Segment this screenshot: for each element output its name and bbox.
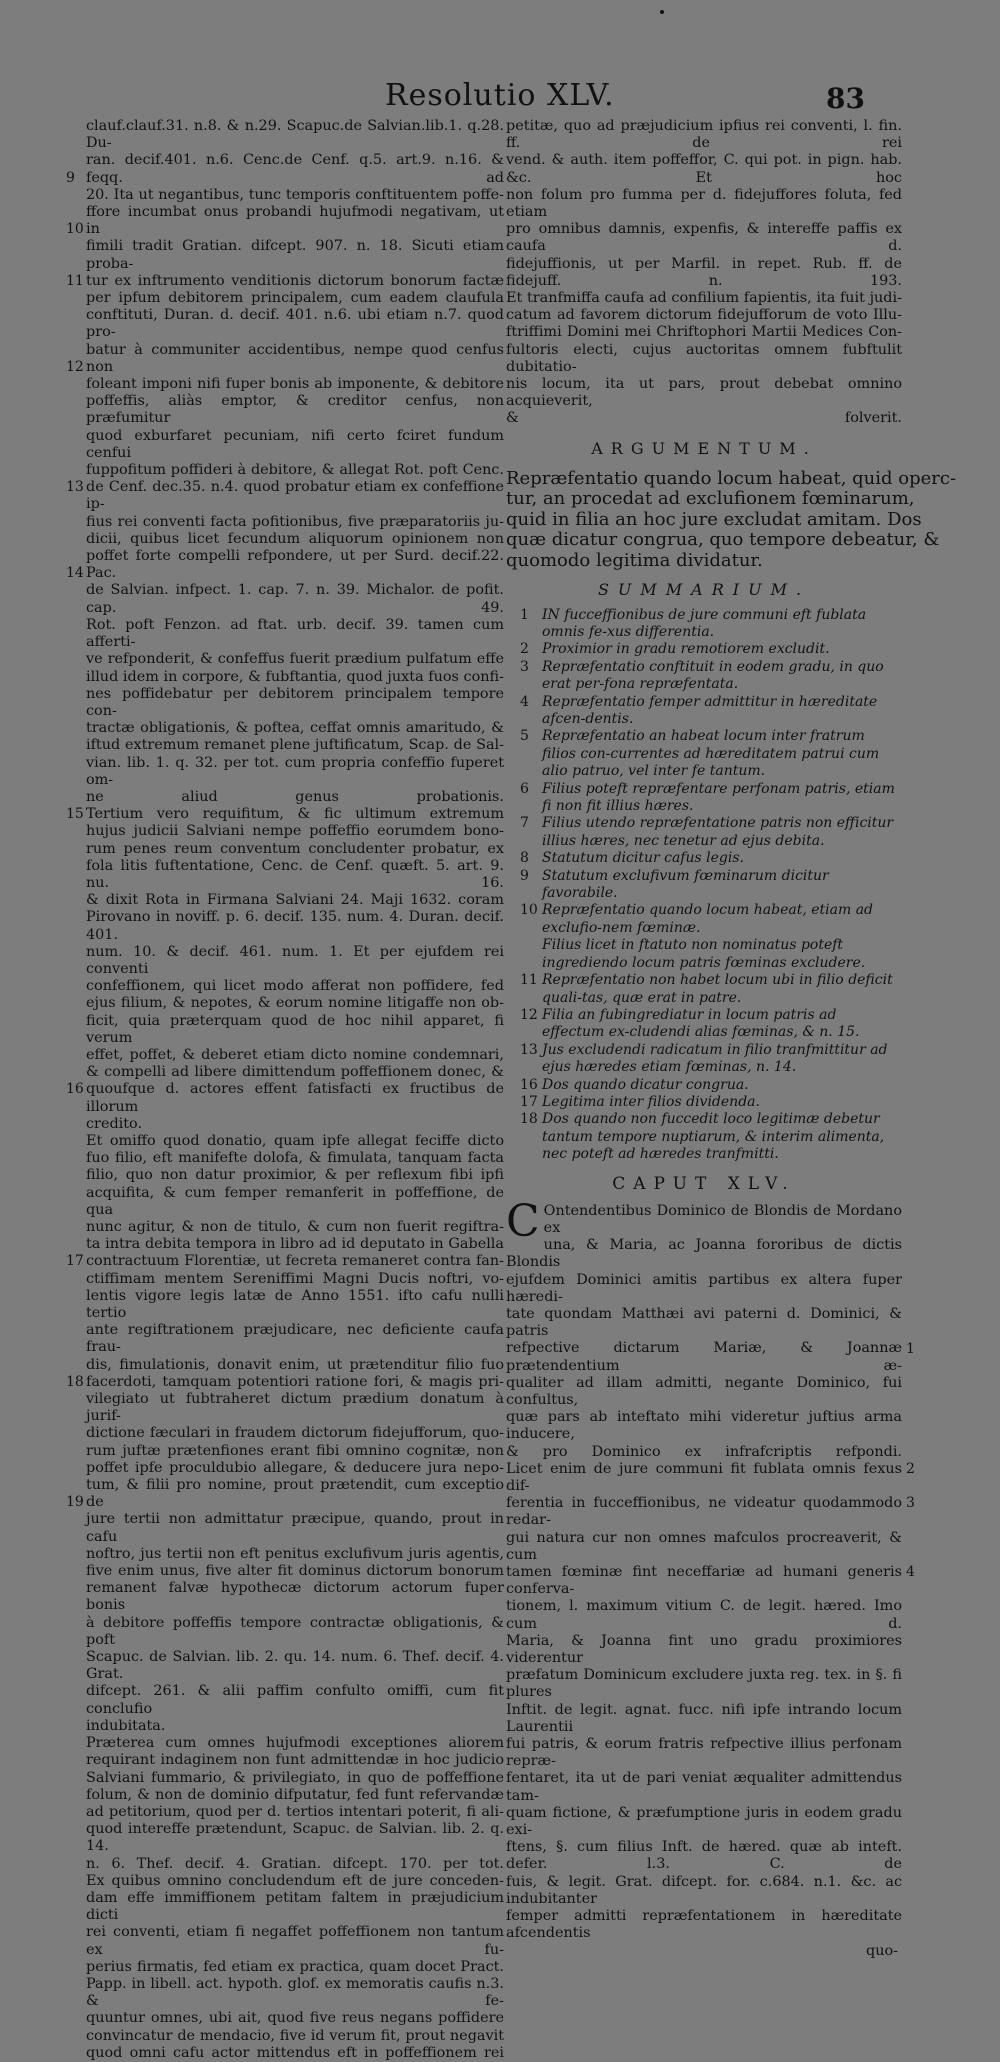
summarium-item: [506, 815, 902, 850]
text-line: clauf.clauf.31. n.8. & n.29. Scapuc.de Salvian.lib.1. q.28. Du-: [86, 118, 504, 152]
text-line: quæ dicatur congrua, quo tempore debeatur, &: [506, 529, 940, 551]
summarium-item: [506, 850, 902, 867]
text-line: ve refponderit, & confeffus fuerit prædium pulfatum effe: [86, 651, 504, 668]
text-line: fui patris, & eorum fratris refpective illius perfonam repræ-: [506, 1736, 902, 1770]
summarium-number: 10: [520, 902, 538, 919]
summarium-number: 8: [520, 850, 529, 867]
text-line: gui natura cur non omnes mafculos procreaverit, & cum: [506, 1529, 902, 1563]
text-line: batur à communiter accidentibus, nempe quod cenfus non: [86, 341, 504, 375]
summarium-item: [506, 1094, 902, 1111]
summarium-item: [506, 1111, 902, 1163]
text-line: quuntur omnes, ubi ait, quod five reus negans poffidere: [86, 2010, 504, 2027]
summarium-item: [506, 641, 902, 658]
summarium-item: [506, 1077, 902, 1094]
text-line: quid in filia an hoc jure excludat amitam. Dos: [506, 508, 922, 530]
text-line: tur ex inftrumento venditionis dictorum bonorum factæ: [86, 272, 504, 289]
text-line: quod exburfaret pecuniam, nifi certo fciret fundum cenfui: [86, 427, 504, 461]
summarium-item: [506, 728, 902, 780]
summarium-item: [506, 694, 902, 729]
summarium-number: 1: [520, 606, 529, 623]
text-line: difcept. 261. & alii paffim confulto omiffi, cum fit conclufio: [86, 1683, 504, 1717]
text-line: per ipfum debitorem principalem, cum eadem claufula: [86, 290, 504, 307]
summarium-text: Repræfentatio femper admittitur in hæreditate afcen-dentis.: [542, 693, 878, 727]
text-line: effet, poffet, & deberet etiam dicto nomine condemnari,: [86, 1046, 504, 1063]
summarium-item: [506, 868, 902, 903]
text-line: Scapuc. de Salvian. lib. 2. qu. 14. num. 6. Thef. decif. 4. Grat.: [86, 1649, 504, 1683]
margin-number: 15: [66, 806, 84, 822]
text-line: ejus filium, & nepotes, & eorum nomine litigaffe non ob-: [86, 995, 504, 1012]
summarium-text: Repræfentatio an habeat locum inter fratrum filios con-currentes ad hæreditatem patrui cum alio patruo, vel inter fe tantum.: [542, 728, 880, 780]
summarium-text: Repræfentatio quando locum habeat, etiam ad exclufio-nem fœminæ.: [542, 902, 874, 936]
text-line: Et tranfmiffa caufa ad confilium fapientis, ita fuit judi-: [506, 290, 902, 307]
text-line: Pirovano in noviff. p. 6. decif. 135. num. 4. Duran. decif. 401.: [86, 909, 504, 943]
margin-number: 1: [906, 1340, 915, 1357]
drop-capital: C: [506, 1195, 540, 1247]
margin-number: 13: [66, 479, 84, 496]
text-line: illud idem in corpore, & fubftantia, quod juxta fuos confi-: [86, 668, 504, 685]
ink-dot: [660, 10, 664, 14]
text-line: tum, & filii pro nomine, prout prætendit, cum exceptio de: [86, 1477, 504, 1511]
summarium-item: [506, 972, 902, 1007]
text-line: iftud extremum remanet plene juftificatum, Scap. de Sal-: [86, 737, 504, 754]
running-head: [0, 78, 1000, 118]
text-line: tractæ obligationis, & poftea, ceffat omnis amaritudo, &: [86, 720, 504, 737]
summarium-text: IN fucceffionibus de jure communi eft fublata omnis fe-xus differentia.: [542, 606, 867, 640]
caput-heading: CAPUT XLV.: [612, 1173, 796, 1194]
text-line: & compelli ad libere dimittendum poffeffionem donec, &: [86, 1064, 504, 1081]
text-line: nunc agitur, & non de titulo, & cum non fuerit regiftra-: [86, 1219, 504, 1235]
summarium-number: 3: [520, 658, 529, 675]
summarium-number: 4: [520, 693, 529, 710]
text-line: ran. decif.401. n.6. Cenc.de Cenf. q.5. art.9. n.16. & feqq. ad: [86, 152, 504, 186]
summarium-number: 16: [520, 1076, 538, 1093]
text-line: Rot. poft Fenzon. ad ftat. urb. decif. 39. tamen cum afferti-: [86, 616, 504, 651]
text-line: fuppofitum poffideri à debitore, & allegat Rot. poft Cenc.: [86, 462, 504, 479]
text-line: & pro Dominico ex infrafcriptis refpondi.: [506, 1443, 902, 1460]
text-line: confeffionem, qui licet modo afferat non poffidere, fed: [86, 978, 504, 995]
margin-number: 19: [66, 1494, 84, 1510]
margin-number: 3: [906, 1495, 915, 1512]
text-line: Repræfentatio quando locum habeat, quid operc-: [506, 467, 957, 489]
summarium-text: Filius poteft repræfentare perfonam patris, etiam fi non fit illius hæres.: [542, 780, 895, 815]
text-line: vilegiato ut fubtraheret dictum prædium donatum à jurif-: [86, 1391, 504, 1425]
summarium-heading: SUMMARIUM.: [597, 580, 811, 600]
text-line: poffet forte compelli refpondere, ut per Surd. decif.22. Pac.: [86, 548, 504, 582]
margin-number: 18: [66, 1373, 84, 1390]
argumentum-heading: ARGUMENTUM.: [591, 438, 817, 458]
summarium-text: Statutum exclufivum fœminarum dicitur favorabile.: [542, 867, 829, 902]
summarium-text: Dos quando non fuccedit loco legitimæ debetur tantum tempore nuptiarum, & interim alimenta, nec poteft ad hæredes tranfmitti.: [542, 1111, 885, 1163]
text-line: ad petitorium, quod per d. tertios intentari poterit, fi ali-: [86, 1803, 504, 1820]
text-line: vian. lib. 1. q. 32. per tot. cum propria confeffio fuperet om-: [86, 754, 504, 788]
text-line: n. 6. Thef. decif. 4. Gratian. difcept. 170. per tot.: [86, 1855, 504, 1872]
text-line: quoufque d. actores effent fatisfacti ex fructibus de illorum: [86, 1081, 504, 1115]
summarium-number: 6: [520, 780, 529, 797]
text-line: Ontendentibus Dominico de Blondis de Mordano ex: [543, 1202, 902, 1236]
catchword: quo-: [865, 1942, 898, 1959]
text-line: lentis vigore legis latæ de Anno 1551. ifto cafu nulli tertio: [86, 1287, 504, 1322]
text-line: tionem, l. maximum vitium C. de legit. hæred. Imo cum d.: [506, 1598, 902, 1632]
text-line: ftens, §. cum filius Inft. de hæred. quæ ab inteft. defer. l.3. C. de: [506, 1839, 902, 1873]
text-line: qualiter ad illam admitti, negante Dominico, fui confultus,: [506, 1374, 902, 1408]
text-line: quam fictione, & præfumptione juris in eodem gradu exi-: [506, 1804, 902, 1839]
margin-number: 9: [66, 169, 75, 186]
summarium-item: [506, 659, 902, 694]
text-line: contractuum Florentiæ, ut fecreta remaneret contra fan-: [86, 1253, 504, 1270]
text-line: ficit, quia præterquam quod de hoc nihil apparet, fi verum: [86, 1012, 504, 1046]
text-line: ferentia in fucceffionibus, ne videatur quodammodo redar-: [506, 1495, 902, 1529]
summarium-number: 9: [520, 867, 529, 884]
margin-number: 14: [66, 565, 84, 582]
text-line: filio, quo non datur proximior, & per reflexum fibi ipfi: [86, 1167, 504, 1184]
text-line: fentaret, ita ut de pari veniat æqualiter admittendus tam-: [506, 1770, 902, 1804]
text-line: ftriffimi Domini mei Chriftophori Martii Medices Con-: [506, 324, 902, 341]
text-line: nis locum, ita ut pars, prout debebat omnino acquieverit,: [506, 376, 902, 410]
text-line: hujus judicii Salviani nempe poffeffio eorumdem bono-: [86, 823, 504, 840]
page-number: 83: [826, 82, 865, 115]
text-line: Licet enim de jure communi fit fublata omnis fexus dif-: [506, 1460, 902, 1495]
text-line: rum juftæ prætenfiones erant fibi omnino cognitæ, non: [86, 1442, 504, 1459]
text-line: non folum pro fumma per d. fidejuffores foluta, fed etiam: [506, 186, 902, 221]
text-line: indubitata.: [86, 1717, 166, 1734]
summarium-number: 2: [520, 641, 529, 658]
summarium-text: Repræfentatio non habet locum ubi in filio deficit quali-tas, quæ erat in patre.: [542, 972, 893, 1006]
text-line: nes poffidebatur per debitorem principalem tempore con-: [86, 685, 504, 719]
text-line: à debitore poffeffis tempore contractæ obligationis, & poft: [86, 1614, 504, 1648]
summarium-item: [506, 781, 902, 816]
text-line: Papp. in libell. act. hypoth. glof. ex memoratis caufis n.3. & fe-: [86, 1975, 504, 2010]
text-line: de Cenf. dec.35. n.4. quod probatur etiam ex confeffione ip-: [86, 479, 504, 513]
summarium-text: Filius licet in ftatuto non nominatus poteft ingrediendo locum patris fœminas excludere.: [542, 937, 866, 971]
argumentum-text: [506, 467, 957, 572]
text-line: five enim unus, five alter fit dominus dictorum bonorum: [86, 1563, 504, 1580]
summarium-number: 12: [520, 1006, 538, 1023]
summarium-text: Dos quando dicatur congrua.: [542, 1076, 749, 1093]
right-column: [506, 118, 957, 1960]
summarium-text: Proximior in gradu remotiorem excludit.: [542, 641, 830, 658]
text-line: præfatum Dominicum excludere juxta reg. tex. in §. fi plures: [506, 1667, 902, 1701]
text-line: Maria, & Joanna fint uno gradu proximiores viderentur: [506, 1632, 902, 1667]
summarium-text: Filius utendo repræfentatione patris non efficitur illius hæres, nec tenetur ad ejus debita.: [542, 815, 894, 849]
margin-number: 16: [66, 1081, 84, 1098]
text-line: una, & Maria, ac Joanna fororibus de dictis Blondis: [506, 1237, 902, 1271]
text-line: conftituti, Duran. d. decif. 401. n.6. ubi etiam n.7. quod pro-: [86, 307, 504, 341]
intro-text: [506, 118, 902, 428]
text-line: dictione fæculari in fraudem dictorum fidejufforum, quo-: [86, 1425, 504, 1442]
text-line: refpective dictarum Mariæ, & Joannæ prætendentium æ-: [506, 1340, 902, 1374]
text-line: tate quondam Matthæi avi paterni d. Dominici, & patris: [506, 1305, 902, 1340]
text-line: dis, fimulationis, donavit enim, ut prætenditur filio fuo: [86, 1356, 504, 1373]
caput-body: [506, 1195, 902, 1943]
text-line: de Salvian. infpect. 1. cap. 7. n. 39. Michalor. de pofit. cap. 49.: [86, 582, 504, 616]
text-line: ta intra debita tempora in libro ad id deputato in Gabella: [86, 1236, 504, 1253]
summarium-number: 5: [520, 728, 529, 745]
margin-number: 10: [66, 221, 84, 238]
text-line: Salviani fummario, & privilegiato, in quo de poffeffione: [86, 1769, 504, 1786]
text-line: & folverit.: [506, 410, 902, 427]
text-line: & dixit Rota in Firmana Salviani 24. Maji 1632. coram: [86, 892, 504, 909]
text-line: ctiffimam mentem Sereniffimi Magni Ducis noftri, vo-: [86, 1270, 504, 1287]
text-line: 20. Ita ut negantibus, tunc temporis conftituentem poffe-: [86, 186, 504, 203]
text-line: tamen fœminæ fint neceffariæ ad humani generis conferva-: [506, 1564, 902, 1598]
text-line: Præterea cum omnes hujufmodi exceptiones aliorem: [86, 1735, 504, 1752]
text-line: catum ad favorem dictorum fidejufforum de voto Illu-: [506, 307, 902, 324]
text-line: tur, an procedat ad exclufionem fœminarum,: [506, 488, 915, 510]
text-line: ne aliud genus probationis.: [86, 788, 504, 805]
summarium-item: [506, 607, 902, 642]
margin-number: 12: [66, 358, 84, 375]
text-line: quæ pars ab inteftato mihi videretur juftius arma inducere,: [506, 1409, 902, 1443]
text-line: perius firmatis, fed etiam ex practica, quam docet Pract.: [86, 1958, 504, 1975]
margin-number: 4: [906, 1564, 915, 1581]
summarium-item: [506, 902, 902, 937]
summarium-number: 17: [520, 1093, 538, 1110]
page-title: Resolutio XLV.: [385, 78, 615, 113]
text-line: Et omiffo quod donatio, quam ipfe allegat feciffe dicto: [86, 1132, 504, 1149]
text-line: fultoris electi, cujus auctoritas omnem fubftulit dubitatio-: [506, 341, 902, 375]
margin-number: 17: [66, 1253, 84, 1270]
text-line: femper admitti repræfentationem in hæreditate afcendentis: [506, 1908, 902, 1942]
text-line: requirant indaginem non funt admittendæ in hoc judicio: [86, 1752, 504, 1769]
summarium-list: [506, 607, 902, 1164]
text-line: jure tertii non admittatur præcipue, quando, prout in cafu: [86, 1511, 504, 1545]
text-line: quomodo legitima dividatur.: [506, 549, 763, 571]
text-line: fola litis fuftentatione, Cenc. de Cenf. quæft. 5. art. 9. nu. 16.: [86, 857, 504, 891]
text-line: fimili tradit Gratian. difcept. 907. n. 18. Sicuti etiam proba-: [86, 238, 504, 272]
summarium-item: [506, 1007, 902, 1042]
text-line: facerdoti, tamquam potentiori ratione fori, & magis pri-: [86, 1373, 504, 1390]
text-line: quod omni cafu actor mittendus eft in poffeffionem rei: [86, 2044, 504, 2061]
text-line: ejufdem Dominici amitis partibus ex altera fuper hæredi-: [506, 1271, 902, 1305]
text-line: Tertium vero requifitum, & fic ultimum extremum: [86, 806, 504, 823]
summarium-text: Jus excludendi radicatum in filio tranfmittitur ad ejus hæredes etiam fœminas, n. 14.: [542, 1041, 888, 1076]
text-line: poffeffis, aliàs emptor, & creditor cenfus, non præfumitur: [86, 393, 504, 427]
summarium-item: [506, 937, 902, 972]
text-line: vend. & auth. item poffeffor, C. qui pot. in pign. hab. &c. Et hoc: [506, 152, 902, 186]
text-line: rei conventi, etiam fi negaffet poffeffionem non tantum ex fu-: [86, 1924, 504, 1958]
text-line: fidejuffionis, ut per Marfil. in repet. Rub. ff. de fidejuff. n. 193.: [506, 255, 902, 289]
text-line: ante regiftrationem præjudicare, nec deficiente caufa frau-: [86, 1322, 504, 1356]
text-line: pro omnibus damnis, expenfis, & intereffe paffis ex caufa d.: [506, 221, 902, 255]
summarium-text: Legitima inter filios dividenda.: [542, 1093, 760, 1110]
margin-number: 2: [906, 1461, 915, 1477]
summarium-text: Filia an fubingrediatur in locum patris ad effectum ex-cludendi alias fœminas, & n. 15.: [542, 1006, 860, 1041]
summarium-text: Repræfentatio conftituit in eodem gradu, in quo erat per-fona repræfentata.: [542, 658, 884, 693]
text-line: dicii, quibus licet fecundum aliquorum opinionem non: [86, 530, 504, 547]
summarium-number: 11: [520, 972, 538, 989]
margin-number: 11: [66, 272, 84, 289]
text-line: ffore incumbat onus probandi hujufmodi negativam, ut in: [86, 204, 504, 238]
text-line: folum, & non de dominio difputatur, fed funt refervandæ: [86, 1786, 504, 1803]
text-line: convincatur de mendacio, five id verum fit, prout negavit: [86, 2027, 504, 2044]
text-line: fius rei conventi facta pofitionibus, five præparatoriis ju-: [86, 513, 504, 530]
text-line: poffet ipfe proculdubio allegare, & deducere jura nepo-: [86, 1459, 504, 1476]
left-column: [66, 118, 504, 2062]
summarium-number: 18: [520, 1111, 538, 1128]
summarium-number: 13: [520, 1041, 538, 1058]
text-line: Inftit. de legit. agnat. fucc. nifi ipfe intrando locum Laurentii: [506, 1701, 902, 1735]
text-line: quod intereffe prætendunt, Scapuc. de Salvian. lib. 2. q. 14.: [86, 1821, 504, 1855]
text-line: rum penes reum conventum concludenter probatur, ex: [86, 840, 504, 857]
summarium-number: 7: [520, 815, 529, 832]
text-line: acquifita, & cum femper remanferit in poffeffione, de qua: [86, 1184, 504, 1218]
text-line: credito.: [86, 1115, 143, 1132]
text-line: noftro, jus tertii non eft penitus exclufivum juris agentis,: [86, 1545, 504, 1562]
summarium-text: Statutum dicitur cafus legis.: [542, 850, 744, 867]
text-line: Ex quibus omnino concludendum eft de jure conceden-: [86, 1872, 504, 1889]
text-line: fuo filio, eft manifefte dolofa, & fimulata, tanquam facta: [86, 1150, 504, 1167]
text-line: foleant imponi nifi fuper bonis ab imponente, & debitore: [86, 376, 504, 393]
text-line: dam effe immiffionem petitam faltem in præjudicium dicti: [86, 1889, 504, 1924]
text-line: num. 10. & decif. 461. num. 1. Et per ejufdem rei conventi: [86, 943, 504, 977]
text-line: fuis, & legit. Grat. difcept. for. c.684. n.1. &c. ac indubitanter: [506, 1873, 902, 1907]
text-line: petitæ, quo ad præjudicium ipfius rei conventi, l. fin. ff. de rei: [506, 118, 902, 152]
text-line: remanent falvæ hypothecæ dictorum actorum fuper bonis: [86, 1580, 504, 1614]
summarium-item: [506, 1042, 902, 1077]
